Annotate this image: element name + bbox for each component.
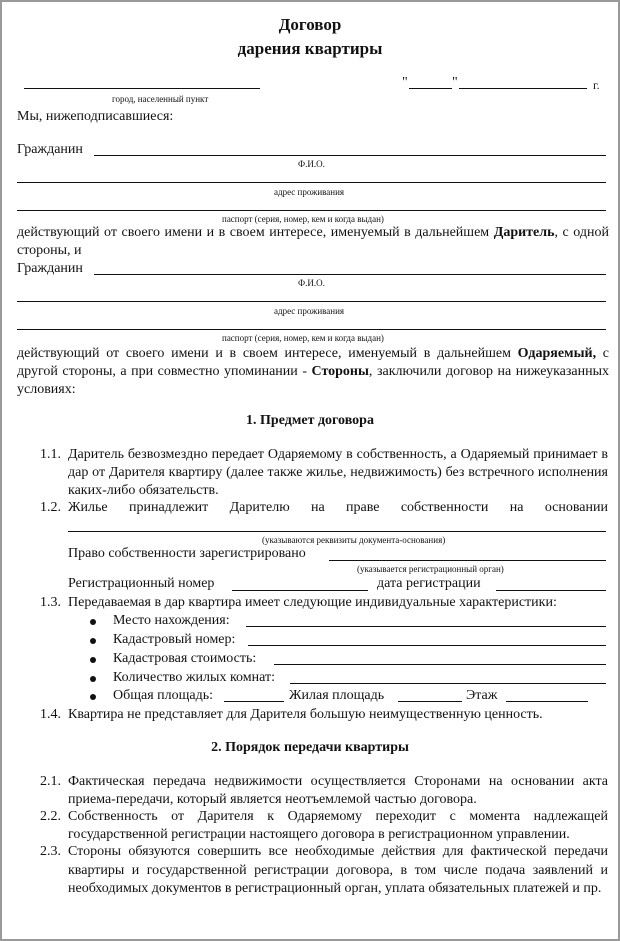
bullet-icon xyxy=(90,676,96,682)
party2-fio-line[interactable] xyxy=(94,274,606,275)
p1-2-text: Жилье принадлежит Дарителю на праве собственности на основании xyxy=(68,500,608,515)
p1-1-text: Даритель безвозмездно передает Одаряемому в собственность, а Одаряемый принимает в дар от Дарителя квартиру (далее также жилье, недвижимость) без встречного исполнения каких-либо обязательств. xyxy=(68,447,608,498)
title-line-1: Договор xyxy=(278,15,342,34)
party1-role-text-after: , с одной стороны, и xyxy=(17,225,609,258)
p1-1-number: 1.1. xyxy=(40,447,61,462)
living-area-label: Жилая площадь xyxy=(289,688,385,703)
floor-line[interactable] xyxy=(506,701,588,702)
p2-2-text: Собственность от Дарителя к Одаряемому переходит с момента надлежащей государственной регистрации настоящего договора в регистрационном управлении. xyxy=(68,809,608,842)
floor-label: Этаж xyxy=(466,688,498,703)
party2-fio-caption: Ф.И.О. xyxy=(298,278,325,288)
cadastral-value-line[interactable] xyxy=(274,664,606,665)
party2-role-paragraph xyxy=(17,345,609,399)
total-area-label: Общая площадь: xyxy=(113,688,214,703)
section2-heading: 2. Порядок передачи квартиры xyxy=(211,740,409,755)
party1-address-caption: адрес проживания xyxy=(274,187,345,197)
party2-passport-line[interactable] xyxy=(17,329,606,330)
party1-label: Гражданин xyxy=(17,142,83,157)
total-area-line[interactable] xyxy=(224,701,284,702)
p2-3-text: Стороны обязуются совершить все необходимые действия для фактической передачи квартиры и государственной регистрации договора, в том числе подача заявлений и необходимых документов в регистрационный орган, уплата обязательных платежей и пр. xyxy=(68,844,608,896)
party1-fio-line[interactable] xyxy=(94,155,606,156)
year-suffix: г. xyxy=(593,78,600,92)
ownership-reg-caption: (указывается регистрационный орган) xyxy=(357,564,504,574)
party2-role-text-mid: с другой стороны, а при совместно упоминании - xyxy=(17,346,609,379)
rooms-count-line[interactable] xyxy=(290,683,606,684)
p2-2-number: 2.2. xyxy=(40,809,61,824)
p1-4-text: Квартира не представляет для Дарителя большую неимущественную ценность. xyxy=(68,707,543,722)
p1-2-number: 1.2. xyxy=(40,500,61,515)
reg-date-line[interactable] xyxy=(496,590,606,591)
p1-4-number: 1.4. xyxy=(40,707,61,722)
reg-date-label: дата регистрации xyxy=(377,576,481,591)
party1-role-paragraph xyxy=(17,224,609,260)
bullet-icon xyxy=(90,694,96,700)
city-field-line[interactable] xyxy=(24,88,260,89)
date-close-quote: " xyxy=(452,75,458,90)
party1-fio-caption: Ф.И.О. xyxy=(298,159,325,169)
cadastral-number-line[interactable] xyxy=(248,645,606,646)
party2-role-text-after: , заключили договор на нижеуказанных условиях: xyxy=(17,364,610,397)
party1-passport-line[interactable] xyxy=(17,210,606,211)
p1-2-basis-line[interactable] xyxy=(68,531,606,532)
city-caption: город, населенный пункт xyxy=(112,94,209,104)
location-line[interactable] xyxy=(246,626,606,627)
party1-address-line[interactable] xyxy=(17,182,606,183)
party2-role-name: Одаряемый, xyxy=(517,346,597,361)
location-label: Место нахождения: xyxy=(113,613,230,628)
bullet-icon xyxy=(90,619,96,625)
reg-number-label: Регистрационный номер xyxy=(68,576,215,591)
party2-role-text-before: действующий от своего имени и в своем интересе, именуемый в дальнейшем xyxy=(17,346,518,361)
party2-address-line[interactable] xyxy=(17,301,606,302)
bullet-icon xyxy=(90,638,96,644)
p1-3-text: Передаваемая в дар квартира имеет следующие индивидуальные характеристики: xyxy=(68,595,557,610)
reg-number-line[interactable] xyxy=(232,590,368,591)
ownership-reg-line[interactable] xyxy=(329,560,606,561)
date-open-quote: " xyxy=(402,75,408,90)
rooms-count-label: Количество жилых комнат: xyxy=(113,670,275,685)
bullet-icon xyxy=(90,657,96,663)
date-month-line[interactable] xyxy=(459,88,587,89)
party1-role-text-before: действующий от своего имени и в своем интересе, именуемый в дальнейшем xyxy=(17,225,494,240)
party2-sides-name: Стороны xyxy=(311,364,369,379)
party2-passport-caption: паспорт (серия, номер, кем и когда выдан) xyxy=(222,333,384,343)
cadastral-value-label: Кадастровая стоимость: xyxy=(113,651,257,666)
party2-address-caption: адрес проживания xyxy=(274,306,345,316)
party2-label: Гражданин xyxy=(17,261,83,276)
party1-role-name: Даритель xyxy=(493,225,555,240)
intro-text: Мы, нижеподписавшиеся: xyxy=(17,109,174,124)
party1-passport-caption: паспорт (серия, номер, кем и когда выдан) xyxy=(222,214,384,224)
title-line-2: дарения квартиры xyxy=(237,39,383,58)
cadastral-number-label: Кадастровый номер: xyxy=(113,632,236,647)
date-day-line[interactable] xyxy=(409,88,452,89)
p2-3-number: 2.3. xyxy=(40,844,61,859)
living-area-line[interactable] xyxy=(398,701,462,702)
p1-2-caption: (указываются реквизиты документа-основания) xyxy=(262,535,446,545)
section1-heading: 1. Предмет договора xyxy=(246,413,374,428)
p2-1-number: 2.1. xyxy=(40,774,61,789)
p1-3-number: 1.3. xyxy=(40,595,61,610)
p2-1-text: Фактическая передача недвижимости осуществляется Сторонами на основании акта приема-передачи, который является неотъемлемой частью договора. xyxy=(68,774,608,807)
ownership-reg-label: Право собственности зарегистрировано xyxy=(68,546,306,561)
